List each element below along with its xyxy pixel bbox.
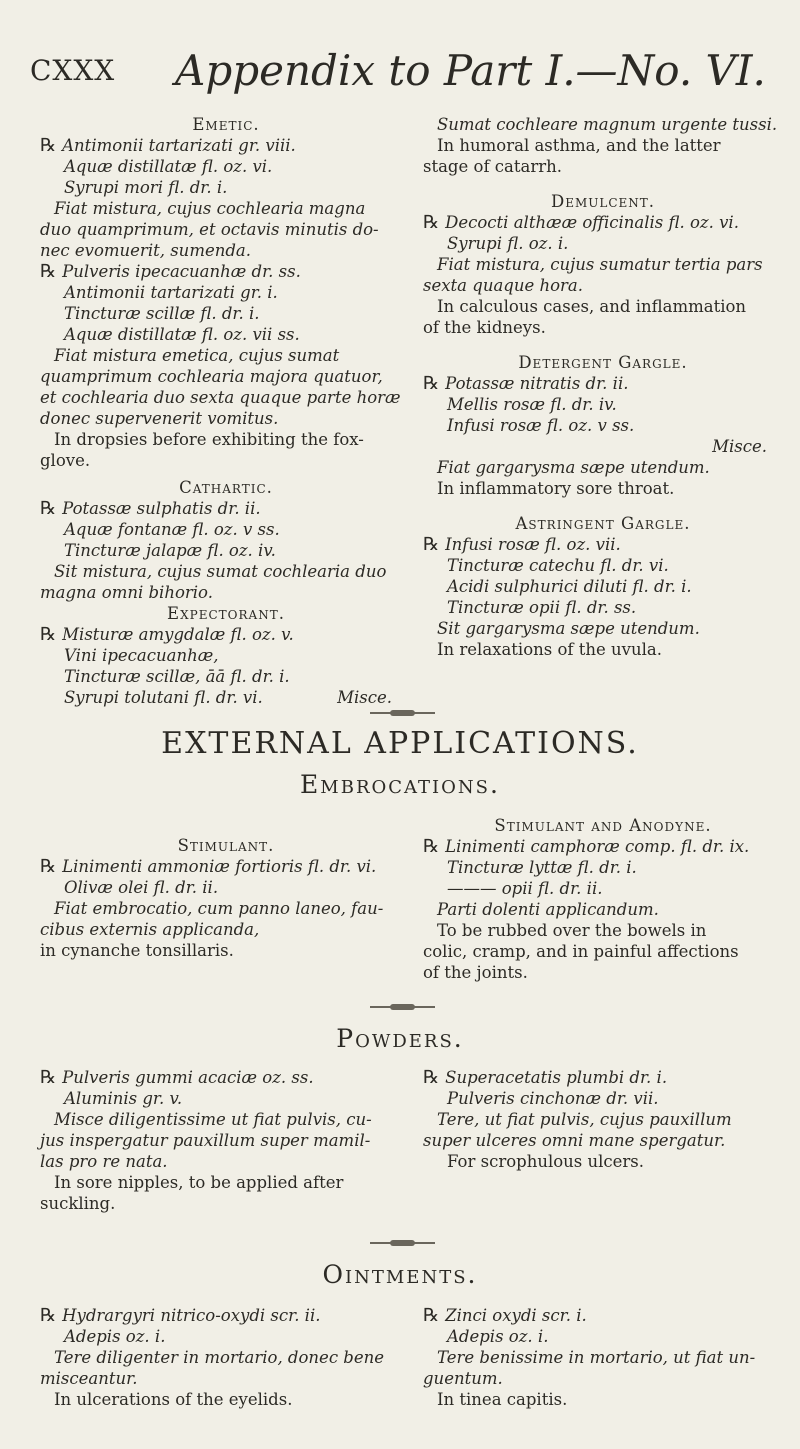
ointments-english: In ulcerations of the eyelids. (54, 1390, 293, 1409)
ointments-rx-line: Adepis oz. i. (447, 1327, 549, 1346)
astringent-rx-line: Acidi sulphurici diluti fl. dr. i. (447, 577, 692, 596)
ointments-note-line: Tere diligenter in mortario, donec bene (54, 1348, 385, 1367)
expectorant-note: Sumat cochleare magnum urgente tussi. (437, 115, 778, 134)
cathartic-note-line: Sit mistura, cujus sumat cochlearia duo (54, 562, 387, 581)
embrocations-heading: Embrocations. (300, 770, 500, 799)
ointments-note-line: Tere benissime in mortario, ut fiat un- (437, 1348, 756, 1367)
astringent-rx-line: Tincturæ opii fl. dr. ss. (447, 598, 637, 617)
page-title: Appendix to Part I.—No. VI. (175, 46, 766, 95)
powders-english-line: In sore nipples, to be applied after (54, 1173, 344, 1192)
stim-anodyne-english-line: To be rubbed over the bowels in (437, 921, 707, 940)
emetic-section (40, 114, 412, 708)
emetic-note-line: donec supervenerit vomitus. (40, 409, 279, 428)
detergent-note: Fiat gargarysma sæpe utendum. (437, 458, 710, 477)
detergent-misce: Misce. (712, 437, 767, 456)
powders-right (423, 1067, 783, 1172)
recipe-icon: ℞ (40, 1305, 57, 1326)
cathartic-rx-line: Aquæ fontanæ fl. oz. v ss. (64, 520, 280, 539)
recipe-icon: ℞ (423, 1067, 440, 1088)
emetic-english-line: glove. (40, 451, 91, 470)
ointments-english: In tinea capitis. (437, 1390, 568, 1409)
stimulant-rx-line: Linimenti ammoniæ fortioris fl. dr. vi. (62, 857, 377, 876)
powders-note-line: jus inspergatur pauxillum super mamil- (40, 1131, 371, 1150)
recipe-icon: ℞ (40, 856, 57, 877)
powders-rx-line: Aluminis gr. v. (64, 1089, 183, 1108)
demulcent-note-line: Fiat mistura, cujus sumatur tertia pars (437, 255, 763, 274)
powders-rx-line: Pulveris gummi acaciæ oz. ss. (62, 1068, 314, 1087)
powders-note-line: super ulceres omni mane spergatur. (423, 1131, 726, 1150)
emetic-note-line: Fiat mistura emetica, cujus sumat (54, 346, 340, 365)
stimulant-note-line: Fiat embrocatio, cum panno laneo, fau- (54, 899, 384, 918)
right-top-section (423, 114, 783, 660)
ointments-left (40, 1305, 412, 1410)
recipe-icon: ℞ (40, 498, 57, 519)
emetic-note-line: et cochlearia duo sexta quaque parte horæ (40, 388, 401, 407)
recipe-icon: ℞ (423, 836, 440, 857)
emetic-rx-line: Aquæ distillatæ fl. oz. vi. (64, 157, 273, 176)
ointments-rx-line: Zinci oxydi scr. i. (445, 1306, 587, 1325)
page-header (0, 46, 800, 100)
expectorant-rx-line: Misturæ amygdalæ fl. oz. v. (62, 625, 294, 644)
emetic-note-line: Fiat mistura, cujus cochlearia magna (54, 199, 366, 218)
stim-anodyne-rx-line: Linimenti camphoræ comp. fl. dr. ix. (445, 837, 750, 856)
cathartic-heading: Cathartic. (179, 478, 273, 497)
emetic-rx-line: Antimonii tartarizati gr. viii. (62, 136, 296, 155)
stimulant-rx-line: Olivæ olei fl. dr. ii. (64, 878, 219, 897)
ointments-rx-line: Hydrargyri nitrico-oxydi scr. ii. (62, 1306, 321, 1325)
recipe-icon: ℞ (40, 624, 57, 645)
stimulant-anodyne-heading: Stimulant and Anodyne. (494, 816, 712, 835)
emetic-rx-line: Tincturæ scillæ fl. dr. i. (64, 304, 260, 323)
external-applications-heading: EXTERNAL APPLICATIONS. (161, 726, 639, 761)
powders-english-line: suckling. (40, 1194, 116, 1213)
ointments-note-line: misceantur. (40, 1369, 138, 1388)
astringent-rx-line: Tincturæ catechu fl. dr. vi. (447, 556, 669, 575)
section-divider-ornament (370, 712, 435, 714)
section-divider-ornament (370, 1242, 435, 1244)
demulcent-heading: Demulcent. (550, 192, 656, 211)
powders-rx-line: Pulveris cinchonæ dr. vii. (447, 1089, 659, 1108)
recipe-icon: ℞ (40, 1067, 57, 1088)
stimulant-english: in cynanche tonsillaris. (40, 941, 234, 960)
page-number: CXXX (30, 54, 116, 87)
stimulant-heading: Stimulant. (177, 836, 275, 855)
demulcent-rx-line: Decocti althææ officinalis fl. oz. vi. (445, 213, 739, 232)
powders-note-line: Tere, ut fiat pulvis, cujus pauxillum (437, 1110, 732, 1129)
stim-anodyne-note: Parti dolenti applicandum. (437, 900, 659, 919)
powders-heading: Powders. (336, 1024, 464, 1053)
stim-anodyne-english-line: of the joints. (423, 963, 528, 982)
stim-anodyne-english-line: colic, cramp, and in painful affections (423, 942, 739, 961)
detergent-english: In inflammatory sore throat. (437, 479, 675, 498)
demulcent-rx-line: Syrupi fl. oz. i. (447, 234, 569, 253)
demulcent-note-line: sexta quaque hora. (423, 276, 584, 295)
expectorant-misce: Misce. (337, 688, 392, 707)
detergent-rx-line: Potassæ nitratis dr. ii. (445, 374, 629, 393)
powders-left (40, 1067, 412, 1214)
powders-rx-line: Superacetatis plumbi dr. i. (445, 1068, 668, 1087)
emetic-english-line: In dropsies before exhibiting the fox- (54, 430, 364, 449)
emetic-rx-line: Syrupi mori fl. dr. i. (64, 178, 228, 197)
recipe-icon: ℞ (423, 534, 440, 555)
detergent-rx-line: Mellis rosæ fl. dr. iv. (447, 395, 617, 414)
cathartic-note-line: magna omni bihorio. (40, 583, 213, 602)
recipe-icon: ℞ (423, 212, 440, 233)
expectorant-rx-line: Syrupi tolutani fl. dr. vi. (64, 688, 263, 707)
demulcent-english-line: of the kidneys. (423, 318, 546, 337)
ointments-heading: Ointments. (322, 1260, 478, 1289)
ointments-right (423, 1305, 783, 1410)
ointments-rx-line: Adepis oz. i. (64, 1327, 166, 1346)
stim-anodyne-rx-line: ——— opii fl. dr. ii. (447, 879, 603, 898)
powders-note-line: Misce diligentissime ut fiat pulvis, cu- (54, 1110, 372, 1129)
astringent-note: Sit gargarysma sæpe utendum. (437, 619, 700, 638)
powders-note-line: las pro re nata. (40, 1152, 168, 1171)
astringent-english: In relaxations of the uvula. (437, 640, 662, 659)
cathartic-rx-line: Tincturæ jalapæ fl. oz. iv. (64, 541, 276, 560)
detergent-gargle-heading: Detergent Gargle. (518, 353, 688, 372)
recipe-icon: ℞ (423, 1305, 440, 1326)
stimulant-anodyne-section (423, 815, 783, 983)
astringent-gargle-heading: Astringent Gargle. (515, 514, 691, 533)
stim-anodyne-rx-line: Tincturæ lyttæ fl. dr. i. (447, 858, 637, 877)
emetic-note-line: duo quamprimum, et octavis minutis do- (40, 220, 379, 239)
powders-english: For scrophulous ulcers. (447, 1152, 645, 1171)
emetic-rx-line: Antimonii tartarizati gr. i. (64, 283, 278, 302)
section-divider-ornament (370, 1006, 435, 1008)
expectorant-english-line: In humoral asthma, and the latter (437, 136, 721, 155)
recipe-icon: ℞ (40, 261, 57, 282)
emetic-rx-line: Aquæ distillatæ fl. oz. vii ss. (64, 325, 300, 344)
stimulant-section (40, 835, 412, 961)
emetic-heading: Emetic. (192, 115, 260, 134)
expectorant-heading: Expectorant. (167, 604, 285, 623)
expectorant-english-line: stage of catarrh. (423, 157, 562, 176)
recipe-icon: ℞ (423, 373, 440, 394)
recipe-icon: ℞ (40, 135, 57, 156)
emetic-rx-line: Pulveris ipecacuanhæ dr. ss. (62, 262, 301, 281)
detergent-rx-line: Infusi rosæ fl. oz. v ss. (447, 416, 635, 435)
emetic-note-line: quamprimum cochlearia majora quatuor, (40, 367, 383, 386)
emetic-note-line: nec evomuerit, sumenda. (40, 241, 251, 260)
ointments-note-line: guentum. (423, 1369, 503, 1388)
demulcent-english-line: In calculous cases, and inflammation (437, 297, 747, 316)
stimulant-note-line: cibus externis applicanda, (40, 920, 260, 939)
astringent-rx-line: Infusi rosæ fl. oz. vii. (445, 535, 621, 554)
cathartic-rx-line: Potassæ sulphatis dr. ii. (62, 499, 261, 518)
expectorant-rx-line: Tincturæ scillæ, āā fl. dr. i. (64, 667, 290, 686)
expectorant-rx-line: Vini ipecacuanhæ, (64, 646, 219, 665)
